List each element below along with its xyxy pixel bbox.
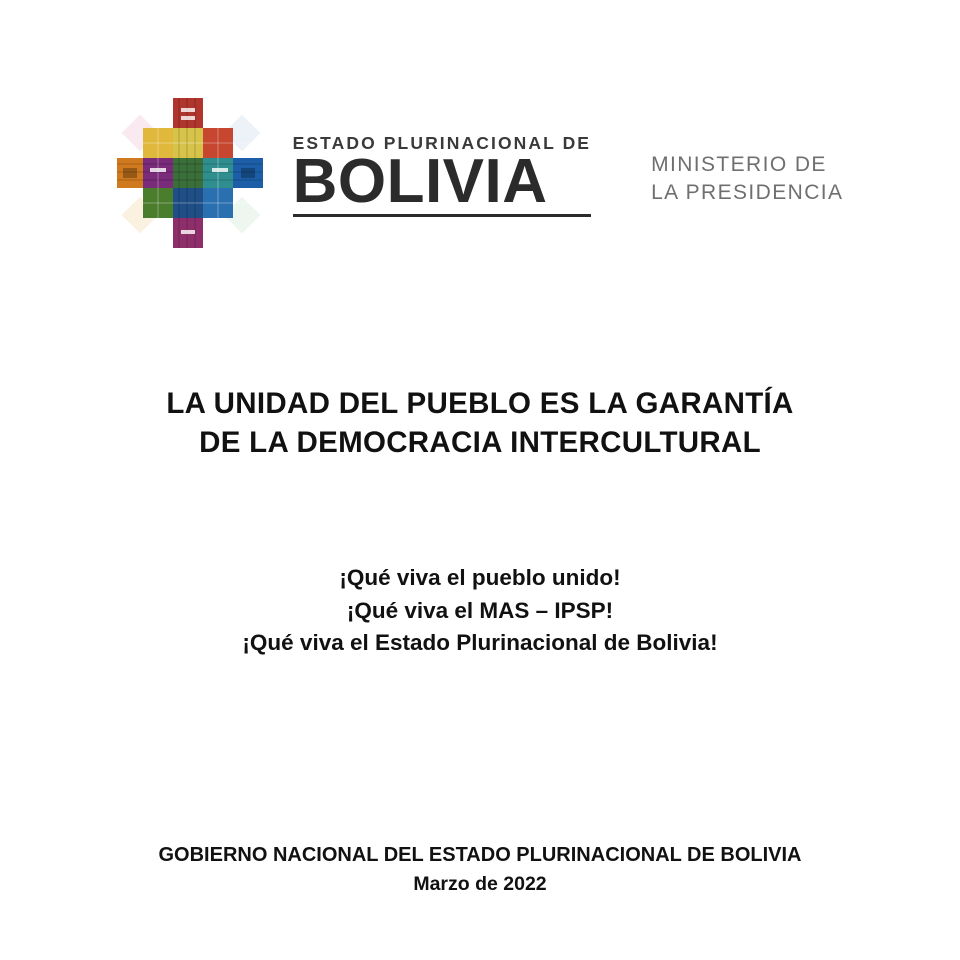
document-header	[0, 96, 960, 256]
viva-line-1: ¡Qué viva el pueblo unido!	[339, 565, 621, 590]
ministry-line-1: MINISTERIO DE	[651, 152, 827, 176]
bolivia-textile-cross-emblem-icon	[117, 96, 267, 256]
government-logo	[117, 96, 844, 256]
footer-date: Marzo de 2022	[413, 873, 547, 895]
wordmark	[292, 132, 592, 217]
slogan-line-1: LA UNIDAD DEL PUEBLO ES LA GARANTÍA	[166, 387, 794, 420]
main-slogan	[0, 385, 960, 463]
vivas-block	[0, 562, 960, 660]
wordmark-country: BOLIVIA	[293, 153, 592, 217]
viva-line-3: ¡Qué viva el Estado Plurinacional de Bolivia!	[242, 630, 718, 656]
ministry-line-2: LA PRESIDENCIA	[651, 181, 844, 204]
document-footer	[0, 840, 960, 899]
ministry-label	[651, 145, 843, 208]
viva-line-2: ¡Qué viva el MAS – IPSP!	[346, 597, 614, 623]
slogan-line-2: DE LA DEMOCRACIA INTERCULTURAL	[199, 425, 761, 459]
wordmark-estado-line: ESTADO PLURINACIONAL DE	[292, 132, 592, 153]
footer-organization: GOBIERNO NACIONAL DEL ESTADO PLURINACIONAL DE BOLIVIA	[158, 844, 802, 866]
